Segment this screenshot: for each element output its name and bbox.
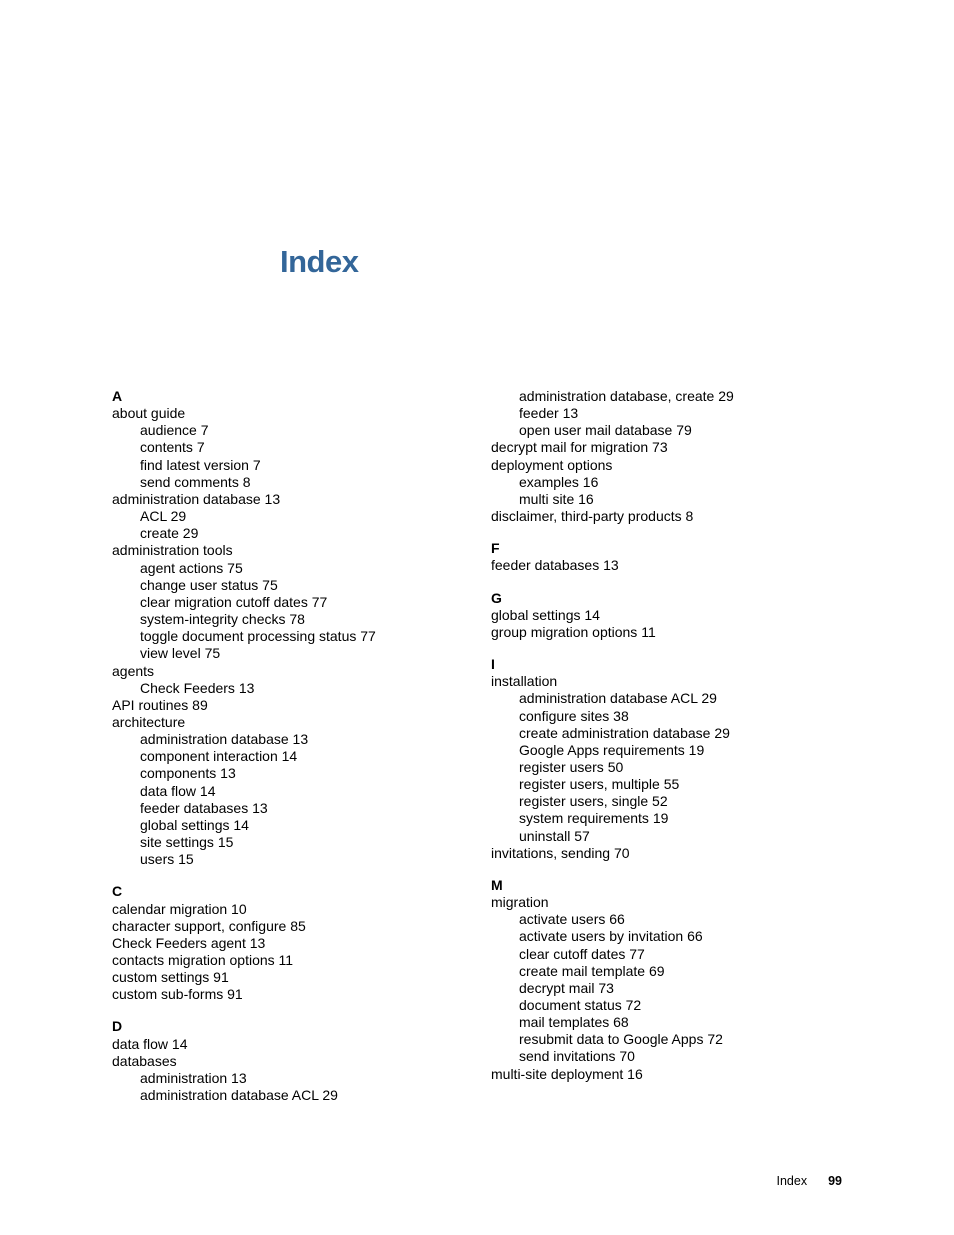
index-subentry: configure sites 38 <box>519 707 629 724</box>
index-subentry: administration database ACL 29 <box>140 1087 338 1104</box>
section-spacer <box>491 641 851 656</box>
index-entry: calendar migration 10 <box>112 900 247 917</box>
index-subentry: administration database, create 29 <box>519 388 734 404</box>
index-subentry: change user status 75 <box>140 576 278 593</box>
section-spacer <box>112 868 472 883</box>
index-entry: custom settings 91 <box>112 969 229 986</box>
section-spacer <box>491 575 851 590</box>
index-entry: invitations, sending 70 <box>491 844 630 861</box>
index-subentry: mail templates 68 <box>519 1014 629 1031</box>
index-entry: multi-site deployment 16 <box>491 1065 643 1082</box>
index-subentry: feeder databases 13 <box>140 799 268 816</box>
index-subentry: users 15 <box>140 851 194 868</box>
index-subentry: send comments 8 <box>140 473 251 490</box>
index-subentry: multi site 16 <box>519 490 594 507</box>
index-subentry: global settings 14 <box>140 816 249 833</box>
index-subentry: Google Apps requirements 19 <box>519 741 705 758</box>
page-title: Index <box>280 244 359 279</box>
index-subentry: open user mail database 79 <box>519 422 692 439</box>
index-entry: deployment options <box>491 456 613 473</box>
index-subentry: data flow 14 <box>140 782 216 799</box>
index-subentry: register users, multiple 55 <box>519 776 680 793</box>
index-subentry: decrypt mail 73 <box>519 979 614 996</box>
index-subentry: feeder 13 <box>519 405 579 422</box>
index-entry: migration <box>491 894 549 911</box>
index-subentry: examples 16 <box>519 473 599 490</box>
index-subentry: component interaction 14 <box>140 748 298 765</box>
index-subentry: ACL 29 <box>140 508 187 525</box>
index-section-letter: C <box>112 883 123 900</box>
index-subentry: Check Feeders 13 <box>140 679 255 696</box>
index-subentry: activate users 66 <box>519 911 625 928</box>
index-section-letter: A <box>112 388 123 404</box>
index-subentry: register users, single 52 <box>519 793 668 810</box>
index-entry: data flow 14 <box>112 1035 188 1052</box>
index-subentry: site settings 15 <box>140 834 234 851</box>
page-footer <box>777 1174 843 1188</box>
footer-section-label: Index <box>776 1174 808 1188</box>
index-entry: feeder databases 13 <box>491 557 619 574</box>
index-subentry: send invitations 70 <box>519 1048 635 1065</box>
section-spacer <box>112 1003 472 1018</box>
index-section-letter: G <box>491 589 502 606</box>
index-entry: API routines 89 <box>112 696 208 713</box>
index-entry: decrypt mail for migration 73 <box>491 439 668 456</box>
index-subentry: system requirements 19 <box>519 810 669 827</box>
index-column-left <box>112 388 472 1104</box>
index-entry: architecture <box>112 713 186 730</box>
index-entry: installation <box>491 673 558 690</box>
section-spacer <box>491 862 851 877</box>
index-entry: about guide <box>112 405 186 422</box>
index-subentry: agent actions 75 <box>140 559 243 576</box>
index-column-right <box>491 388 851 1083</box>
index-entry: contacts migration options 11 <box>112 952 294 968</box>
index-subentry: audience 7 <box>140 422 209 439</box>
index-entry: agents <box>112 662 155 679</box>
index-subentry: contents 7 <box>140 439 205 456</box>
index-subentry: create mail template 69 <box>519 962 665 979</box>
index-section-letter: D <box>112 1018 123 1035</box>
index-entry: group migration options 11 <box>491 623 656 640</box>
index-subentry: uninstall 57 <box>519 827 590 844</box>
index-subentry: document status 72 <box>519 997 642 1013</box>
index-entry: character support, configure 85 <box>112 917 306 934</box>
index-entry: databases <box>112 1052 177 1069</box>
index-subentry: find latest version 7 <box>140 456 261 473</box>
section-spacer <box>491 525 851 540</box>
index-entry: administration database 13 <box>112 490 281 507</box>
page-number: 99 <box>828 1174 842 1188</box>
index-subentry: resubmit data to Google Apps 72 <box>519 1031 723 1048</box>
index-subentry: administration database ACL 29 <box>519 690 717 707</box>
index-section-letter: F <box>491 540 500 557</box>
index-subentry: clear cutoff dates 77 <box>519 945 645 962</box>
index-subentry: create administration database 29 <box>519 724 730 741</box>
index-subentry: clear migration cutoff dates 77 <box>140 593 328 610</box>
index-subentry: administration database 13 <box>140 731 309 748</box>
index-entry: Check Feeders agent 13 <box>112 934 266 951</box>
index-section-letter: M <box>491 876 503 893</box>
index-subentry: components 13 <box>140 765 236 782</box>
index-subentry: system-integrity checks 78 <box>140 611 305 628</box>
index-subentry: register users 50 <box>519 758 624 775</box>
index-entry: administration tools <box>112 542 233 559</box>
index-entry: custom sub-forms 91 <box>112 986 243 1003</box>
index-subentry: view level 75 <box>140 645 221 662</box>
index-entry: global settings 14 <box>491 606 600 623</box>
index-subentry: toggle document processing status 77 <box>140 628 376 645</box>
index-subentry: administration 13 <box>140 1069 247 1086</box>
index-subentry: create 29 <box>140 525 199 542</box>
index-entry: disclaimer, third-party products 8 <box>491 508 694 525</box>
index-subentry: activate users by invitation 66 <box>519 928 703 945</box>
index-section-letter: I <box>491 656 495 673</box>
